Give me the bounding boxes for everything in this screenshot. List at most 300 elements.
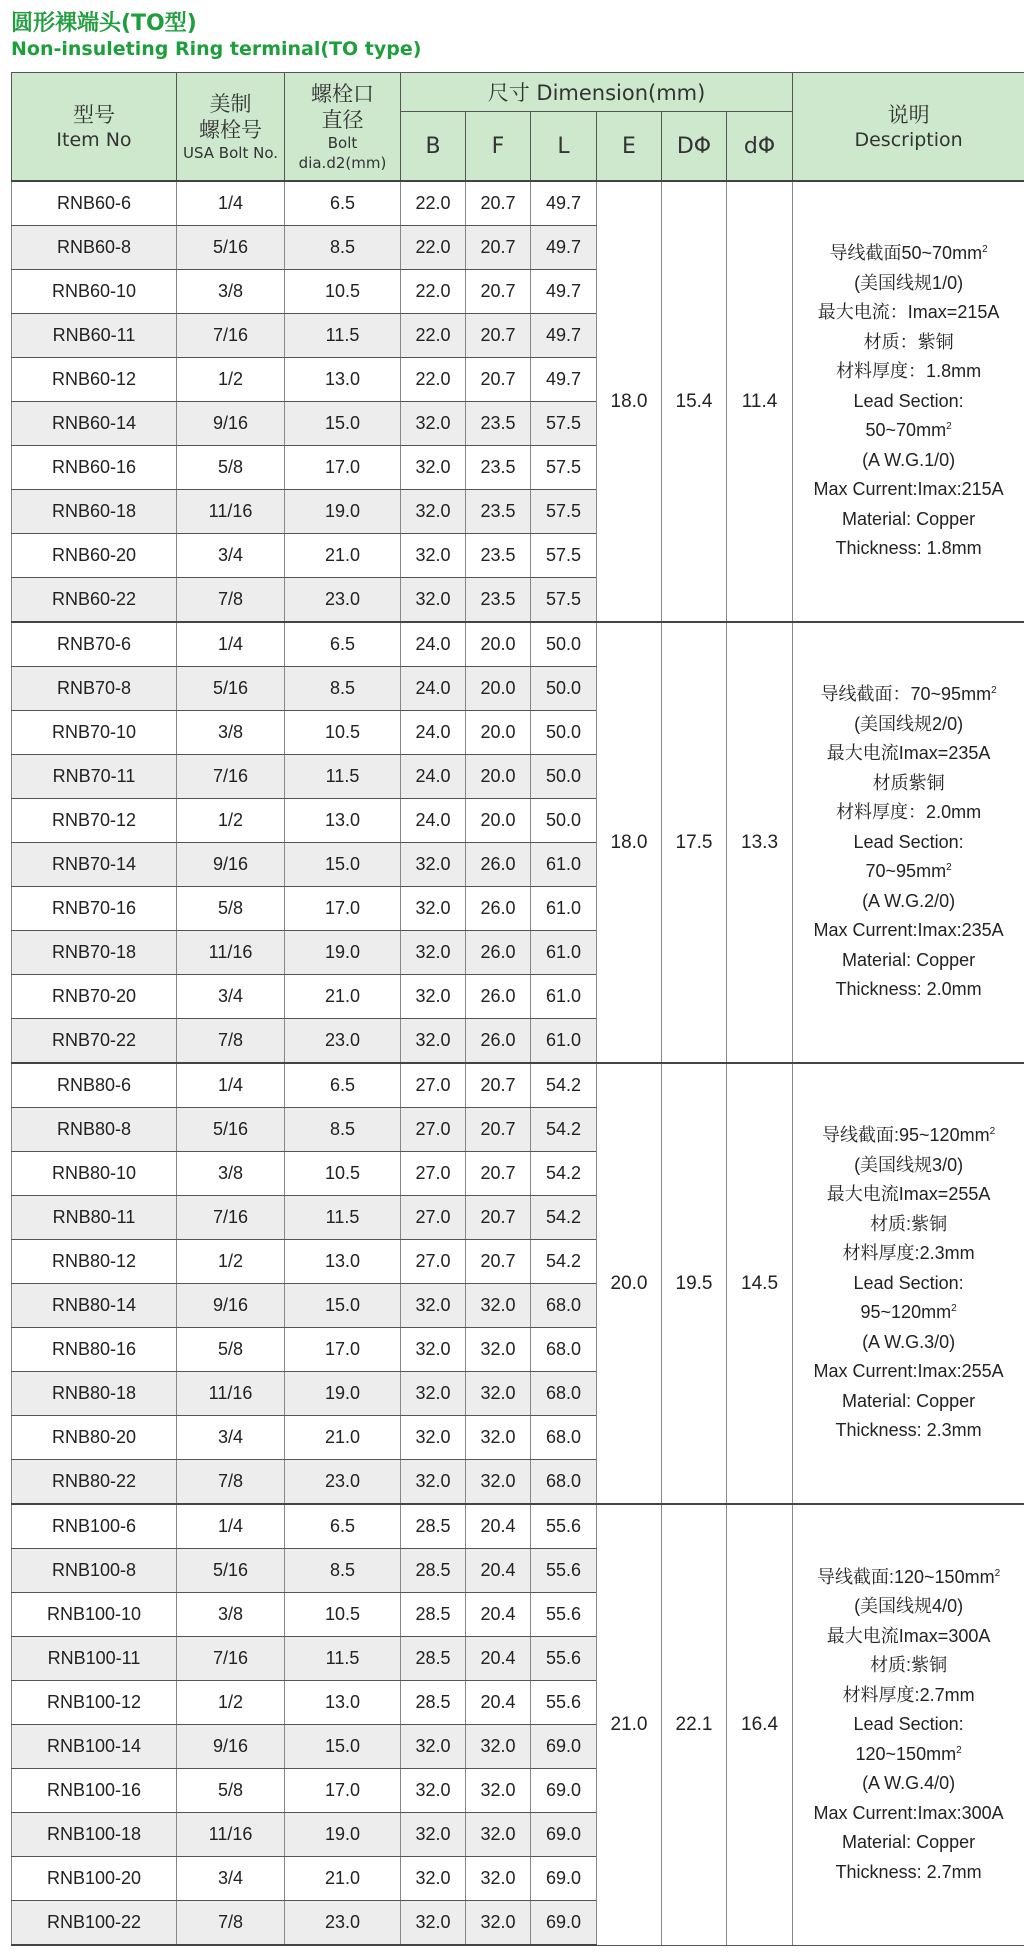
item-no-cell: RNB80-20	[12, 1416, 177, 1460]
header-bolt-cn2: 螺栓号	[199, 117, 262, 142]
header-item-cn: 型号	[73, 102, 115, 127]
description-text: Material: Copper	[842, 1390, 976, 1411]
dim-inner-dia-cell: 14.5	[727, 1063, 793, 1504]
dim-b-cell: 22.0	[401, 358, 466, 402]
bolt-dia-cell: 8.5	[285, 226, 401, 270]
item-no-cell: RNB60-11	[12, 314, 177, 358]
dim-l-cell: 54.2	[531, 1196, 597, 1240]
usa-bolt-cell: 9/16	[177, 402, 285, 446]
description-text: Max Current:Imax:215A	[813, 479, 1004, 500]
usa-bolt-cell: 3/4	[177, 534, 285, 578]
dim-inner-dia-cell: 11.4	[727, 181, 793, 622]
dim-f-cell: 20.4	[466, 1637, 531, 1681]
bolt-dia-cell: 6.5	[285, 1063, 401, 1108]
bolt-dia-cell: 11.5	[285, 1637, 401, 1681]
dim-f-cell: 20.7	[466, 1152, 531, 1196]
usa-bolt-cell: 11/16	[177, 1372, 285, 1416]
superscript-two: 2	[991, 685, 997, 697]
description-text: 最大电流：Imax=215A	[817, 302, 1000, 323]
dim-b-cell: 32.0	[401, 1460, 466, 1505]
usa-bolt-cell: 9/16	[177, 843, 285, 887]
bolt-dia-cell: 6.5	[285, 622, 401, 667]
dim-b-cell: 28.5	[401, 1504, 466, 1549]
dim-l-cell: 68.0	[531, 1372, 597, 1416]
description-text: Thickness: 2.7mm	[835, 1861, 982, 1882]
dim-l-cell: 57.5	[531, 402, 597, 446]
dim-f-cell: 20.7	[466, 1196, 531, 1240]
header-bolt-cn1: 美制	[209, 91, 252, 116]
item-no-cell: RNB70-18	[12, 931, 177, 975]
dim-f-cell: 20.0	[466, 667, 531, 711]
dim-l-cell: 54.2	[531, 1108, 597, 1152]
header-dimension: 尺寸 Dimension(mm)	[401, 73, 793, 112]
usa-bolt-cell: 1/4	[177, 622, 285, 667]
description-text: Thickness: 2.0mm	[835, 979, 982, 1000]
header-usa-bolt	[177, 73, 285, 182]
header-col-inner-dia: dΦ	[727, 112, 793, 182]
dim-f-cell: 20.4	[466, 1504, 531, 1549]
item-no-cell: RNB80-18	[12, 1372, 177, 1416]
dim-f-cell: 32.0	[466, 1857, 531, 1901]
item-no-cell: RNB60-12	[12, 358, 177, 402]
item-no-cell: RNB70-16	[12, 887, 177, 931]
dim-l-cell: 69.0	[531, 1901, 597, 1946]
usa-bolt-cell: 7/8	[177, 1460, 285, 1505]
dim-l-cell: 69.0	[531, 1813, 597, 1857]
dim-b-cell: 27.0	[401, 1063, 466, 1108]
description-text: 材质紫铜	[872, 772, 945, 793]
description-cell	[793, 1063, 1024, 1504]
description-line	[793, 416, 1024, 446]
dim-l-cell: 49.7	[531, 181, 597, 226]
dim-l-cell: 57.5	[531, 490, 597, 534]
superscript-two: 2	[989, 1126, 996, 1138]
bolt-dia-cell: 17.0	[285, 887, 401, 931]
description-text: 50~70mm	[865, 420, 947, 441]
header-dia-cn1: 螺栓口	[311, 81, 374, 106]
description-text: Material: Copper	[842, 949, 976, 970]
usa-bolt-cell: 5/8	[177, 446, 285, 490]
item-no-cell: RNB100-12	[12, 1681, 177, 1725]
usa-bolt-cell: 5/16	[177, 226, 285, 270]
bolt-dia-cell: 17.0	[285, 446, 401, 490]
header-bolt-en: USA Bolt No.	[183, 143, 278, 162]
description-line	[793, 1710, 1024, 1740]
description-line	[793, 1592, 1024, 1622]
dim-l-cell: 50.0	[531, 667, 597, 711]
description-text: (美国线规2/0)	[854, 713, 964, 734]
description-text: 70~95mm	[865, 861, 947, 882]
dim-b-cell: 24.0	[401, 799, 466, 843]
dim-f-cell: 32.0	[466, 1284, 531, 1328]
item-no-cell: RNB70-22	[12, 1019, 177, 1064]
dim-outer-dia-cell: 17.5	[662, 622, 727, 1063]
description-text: 材料厚度：1.8mm	[836, 361, 982, 382]
item-no-cell: RNB100-6	[12, 1504, 177, 1549]
dim-outer-dia-cell: 15.4	[662, 181, 727, 622]
bolt-dia-cell: 15.0	[285, 402, 401, 446]
bolt-dia-cell: 13.0	[285, 799, 401, 843]
usa-bolt-cell: 1/2	[177, 1240, 285, 1284]
description-line	[793, 1357, 1024, 1387]
description-line	[793, 798, 1024, 828]
dim-f-cell: 20.7	[466, 270, 531, 314]
dim-l-cell: 68.0	[531, 1460, 597, 1505]
dim-f-cell: 20.7	[466, 1063, 531, 1108]
bolt-dia-cell: 23.0	[285, 1460, 401, 1505]
dim-f-cell: 23.5	[466, 402, 531, 446]
description-text: 导线截面50~70mm	[829, 243, 983, 264]
description-text: 导线截面：70~95mm	[820, 684, 992, 705]
usa-bolt-cell: 1/2	[177, 1681, 285, 1725]
description-text: 95~120mm	[860, 1302, 952, 1323]
dim-b-cell: 22.0	[401, 226, 466, 270]
bolt-dia-cell: 17.0	[285, 1328, 401, 1372]
item-no-cell: RNB60-6	[12, 181, 177, 226]
bolt-dia-cell: 21.0	[285, 1416, 401, 1460]
bolt-dia-cell: 15.0	[285, 1284, 401, 1328]
description-line	[793, 1769, 1024, 1799]
bolt-dia-cell: 19.0	[285, 1372, 401, 1416]
usa-bolt-cell: 1/2	[177, 799, 285, 843]
dim-l-cell: 68.0	[531, 1284, 597, 1328]
description-line	[793, 1387, 1024, 1417]
dim-e-cell: 21.0	[597, 1504, 662, 1945]
description-text: Material: Copper	[842, 508, 976, 529]
dim-b-cell: 24.0	[401, 755, 466, 799]
description-text: (A W.G.2/0)	[862, 890, 956, 911]
bolt-dia-cell: 23.0	[285, 1019, 401, 1064]
bolt-dia-cell: 8.5	[285, 1549, 401, 1593]
description-line	[793, 1210, 1024, 1240]
bolt-dia-cell: 11.5	[285, 314, 401, 358]
dim-f-cell: 26.0	[466, 843, 531, 887]
description-line	[793, 916, 1024, 946]
item-no-cell: RNB80-16	[12, 1328, 177, 1372]
dim-f-cell: 20.4	[466, 1681, 531, 1725]
dim-f-cell: 20.7	[466, 1108, 531, 1152]
usa-bolt-cell: 1/4	[177, 1504, 285, 1549]
item-no-cell: RNB60-10	[12, 270, 177, 314]
usa-bolt-cell: 1/4	[177, 181, 285, 226]
description-text: (美国线规4/0)	[854, 1596, 964, 1616]
description-text: 材料厚度:2.3mm	[842, 1243, 975, 1264]
header-dia-cn2: 直径	[321, 107, 364, 132]
usa-bolt-cell: 9/16	[177, 1284, 285, 1328]
header-description	[793, 73, 1024, 182]
dim-f-cell: 20.7	[466, 181, 531, 226]
description-text: Lead Section:	[853, 1272, 964, 1293]
description-line	[793, 710, 1024, 740]
dim-f-cell: 20.7	[466, 314, 531, 358]
dim-l-cell: 50.0	[531, 755, 597, 799]
dim-b-cell: 32.0	[401, 1019, 466, 1064]
dim-b-cell: 32.0	[401, 1416, 466, 1460]
header-desc-cn: 说明	[887, 102, 930, 127]
description-line	[793, 887, 1024, 917]
dim-b-cell: 32.0	[401, 1328, 466, 1372]
item-no-cell: RNB60-18	[12, 490, 177, 534]
item-no-cell: RNB60-14	[12, 402, 177, 446]
item-no-cell: RNB100-16	[12, 1769, 177, 1813]
dim-l-cell: 68.0	[531, 1416, 597, 1460]
description-cell	[793, 622, 1024, 1063]
terminal-group	[12, 1063, 1024, 1504]
item-no-cell: RNB100-11	[12, 1637, 177, 1681]
usa-bolt-cell: 5/8	[177, 1769, 285, 1813]
dim-b-cell: 32.0	[401, 887, 466, 931]
description-line	[793, 1828, 1024, 1858]
description-text: 材质：紫铜	[863, 331, 954, 352]
dim-b-cell: 32.0	[401, 1284, 466, 1328]
page-title-en: Non-insuleting Ring terminal(TO type)	[11, 38, 422, 60]
bolt-dia-cell: 19.0	[285, 931, 401, 975]
dim-f-cell: 32.0	[466, 1901, 531, 1946]
dim-l-cell: 57.5	[531, 446, 597, 490]
header-col-l: L	[531, 112, 597, 182]
table-header	[12, 73, 1024, 182]
dim-l-cell: 61.0	[531, 975, 597, 1019]
dim-f-cell: 32.0	[466, 1813, 531, 1857]
dim-outer-dia-cell: 19.5	[662, 1063, 727, 1504]
bolt-dia-cell: 21.0	[285, 975, 401, 1019]
description-line	[793, 1269, 1024, 1299]
dim-f-cell: 32.0	[466, 1769, 531, 1813]
item-no-cell: RNB80-11	[12, 1196, 177, 1240]
bolt-dia-cell: 11.5	[285, 1196, 401, 1240]
header-col-f: F	[466, 112, 531, 182]
dim-f-cell: 20.7	[466, 226, 531, 270]
usa-bolt-cell: 3/4	[177, 1416, 285, 1460]
dim-b-cell: 22.0	[401, 270, 466, 314]
dim-l-cell: 49.7	[531, 314, 597, 358]
description-text: 最大电流Imax=300A	[826, 1625, 991, 1646]
dim-l-cell: 57.5	[531, 534, 597, 578]
header-item-no	[12, 73, 177, 182]
description-text: (A W.G.4/0)	[862, 1773, 956, 1793]
item-no-cell: RNB60-20	[12, 534, 177, 578]
description-line	[793, 1651, 1024, 1681]
description-text: Max Current:Imax:235A	[813, 920, 1004, 941]
dim-l-cell: 55.6	[531, 1593, 597, 1637]
dim-l-cell: 69.0	[531, 1725, 597, 1769]
dim-b-cell: 32.0	[401, 402, 466, 446]
dim-b-cell: 27.0	[401, 1196, 466, 1240]
dim-b-cell: 28.5	[401, 1593, 466, 1637]
usa-bolt-cell: 3/4	[177, 1857, 285, 1901]
usa-bolt-cell: 7/16	[177, 314, 285, 358]
dim-b-cell: 32.0	[401, 1769, 466, 1813]
description-text: 120~150mm	[855, 1743, 957, 1764]
usa-bolt-cell: 1/4	[177, 1063, 285, 1108]
dim-f-cell: 20.0	[466, 799, 531, 843]
superscript-two: 2	[994, 1567, 1001, 1579]
description-line	[793, 298, 1024, 328]
description-text: (美国线规3/0)	[854, 1154, 964, 1175]
header-desc-en: Description	[854, 128, 963, 151]
spec-table	[11, 72, 1024, 1946]
item-no-cell: RNB60-16	[12, 446, 177, 490]
dim-f-cell: 20.7	[466, 1240, 531, 1284]
dim-b-cell: 32.0	[401, 1372, 466, 1416]
superscript-two: 2	[982, 244, 988, 256]
item-no-cell: RNB80-8	[12, 1108, 177, 1152]
dim-l-cell: 49.7	[531, 358, 597, 402]
description-line	[793, 1180, 1024, 1210]
item-no-cell: RNB80-12	[12, 1240, 177, 1284]
dim-l-cell: 49.7	[531, 226, 597, 270]
dim-l-cell: 54.2	[531, 1063, 597, 1108]
dim-b-cell: 28.5	[401, 1549, 466, 1593]
description-line	[793, 1416, 1024, 1446]
item-no-cell: RNB100-20	[12, 1857, 177, 1901]
bolt-dia-cell: 23.0	[285, 578, 401, 623]
dim-b-cell: 24.0	[401, 711, 466, 755]
dim-b-cell: 32.0	[401, 446, 466, 490]
bolt-dia-cell: 10.5	[285, 270, 401, 314]
dim-l-cell: 54.2	[531, 1240, 597, 1284]
usa-bolt-cell: 9/16	[177, 1725, 285, 1769]
item-no-cell: RNB70-12	[12, 799, 177, 843]
description-line	[793, 1681, 1024, 1711]
description-line	[793, 1740, 1024, 1770]
description-text: 材料厚度：2.0mm	[836, 802, 982, 823]
dim-f-cell: 26.0	[466, 931, 531, 975]
description-text: Max Current:Imax:300A	[813, 1802, 1004, 1823]
dim-f-cell: 20.0	[466, 622, 531, 667]
usa-bolt-cell: 5/8	[177, 1328, 285, 1372]
item-no-cell: RNB100-14	[12, 1725, 177, 1769]
dim-l-cell: 50.0	[531, 622, 597, 667]
dim-b-cell: 28.5	[401, 1637, 466, 1681]
bolt-dia-cell: 10.5	[285, 711, 401, 755]
description-line	[793, 387, 1024, 417]
dim-f-cell: 26.0	[466, 887, 531, 931]
dim-l-cell: 61.0	[531, 931, 597, 975]
dim-f-cell: 20.0	[466, 711, 531, 755]
dim-b-cell: 32.0	[401, 1725, 466, 1769]
description-text: 最大电流Imax=255A	[826, 1184, 991, 1205]
usa-bolt-cell: 11/16	[177, 1813, 285, 1857]
description-line	[793, 946, 1024, 976]
dim-b-cell: 24.0	[401, 667, 466, 711]
terminal-group	[12, 1504, 1024, 1945]
description-text: 材质:紫铜	[870, 1213, 948, 1234]
dim-f-cell: 23.5	[466, 534, 531, 578]
dim-b-cell: 24.0	[401, 622, 466, 667]
dim-l-cell: 69.0	[531, 1769, 597, 1813]
description-line	[793, 357, 1024, 387]
dim-outer-dia-cell: 22.1	[662, 1504, 727, 1945]
dim-inner-dia-cell: 13.3	[727, 622, 793, 1063]
dim-l-cell: 69.0	[531, 1857, 597, 1901]
bolt-dia-cell: 13.0	[285, 1240, 401, 1284]
bolt-dia-cell: 15.0	[285, 843, 401, 887]
dim-l-cell: 49.7	[531, 270, 597, 314]
terminal-group	[12, 622, 1024, 1063]
description-text: 导线截面:120~150mm	[817, 1566, 995, 1587]
bolt-dia-cell: 8.5	[285, 1108, 401, 1152]
dim-b-cell: 32.0	[401, 1901, 466, 1946]
dim-l-cell: 57.5	[531, 578, 597, 623]
dim-l-cell: 54.2	[531, 1152, 597, 1196]
dim-b-cell: 22.0	[401, 314, 466, 358]
description-line	[793, 1799, 1024, 1829]
bolt-dia-cell: 10.5	[285, 1152, 401, 1196]
description-line	[793, 1239, 1024, 1269]
description-text: Thickness: 1.8mm	[835, 538, 982, 559]
description-line	[793, 1328, 1024, 1358]
description-line	[793, 505, 1024, 535]
dim-inner-dia-cell: 16.4	[727, 1504, 793, 1945]
description-line	[793, 828, 1024, 858]
header-col-e: E	[597, 112, 662, 182]
bolt-dia-cell: 17.0	[285, 1769, 401, 1813]
dim-f-cell: 20.0	[466, 755, 531, 799]
item-no-cell: RNB60-8	[12, 226, 177, 270]
usa-bolt-cell: 7/8	[177, 1901, 285, 1946]
table-row	[12, 1504, 1024, 1549]
item-no-cell: RNB80-14	[12, 1284, 177, 1328]
usa-bolt-cell: 3/4	[177, 975, 285, 1019]
usa-bolt-cell: 11/16	[177, 490, 285, 534]
superscript-two: 2	[951, 1303, 957, 1315]
table-row	[12, 622, 1024, 667]
item-no-cell: RNB70-10	[12, 711, 177, 755]
item-no-cell: RNB60-22	[12, 578, 177, 623]
description-text: Material: Copper	[842, 1832, 976, 1852]
dim-b-cell: 32.0	[401, 534, 466, 578]
usa-bolt-cell: 7/16	[177, 755, 285, 799]
item-no-cell: RNB100-10	[12, 1593, 177, 1637]
dim-f-cell: 26.0	[466, 1019, 531, 1064]
item-no-cell: RNB100-22	[12, 1901, 177, 1946]
description-line	[793, 1298, 1024, 1328]
header-col-b: B	[401, 112, 466, 182]
usa-bolt-cell: 11/16	[177, 931, 285, 975]
item-no-cell: RNB80-22	[12, 1460, 177, 1505]
dim-e-cell: 20.0	[597, 1063, 662, 1504]
dim-e-cell: 18.0	[597, 181, 662, 622]
header-bolt-dia	[285, 73, 401, 182]
dim-f-cell: 32.0	[466, 1328, 531, 1372]
bolt-dia-cell: 15.0	[285, 1725, 401, 1769]
bolt-dia-cell: 8.5	[285, 667, 401, 711]
usa-bolt-cell: 7/16	[177, 1637, 285, 1681]
dim-f-cell: 32.0	[466, 1416, 531, 1460]
description-line	[793, 1121, 1024, 1151]
description-line	[793, 1622, 1024, 1652]
bolt-dia-cell: 11.5	[285, 755, 401, 799]
usa-bolt-cell: 5/16	[177, 1549, 285, 1593]
dim-l-cell: 55.6	[531, 1549, 597, 1593]
description-line	[793, 446, 1024, 476]
dim-f-cell: 32.0	[466, 1460, 531, 1505]
item-no-cell: RNB70-11	[12, 755, 177, 799]
terminal-group	[12, 181, 1024, 622]
dim-b-cell: 32.0	[401, 490, 466, 534]
usa-bolt-cell: 5/16	[177, 1108, 285, 1152]
description-text: Max Current:Imax:255A	[813, 1361, 1004, 1382]
description-text: 最大电流Imax=235A	[826, 743, 991, 764]
bolt-dia-cell: 23.0	[285, 1901, 401, 1946]
description-text: (A W.G.1/0)	[862, 449, 956, 470]
header-dia-en: Bolt dia.d2(mm)	[298, 133, 387, 172]
description-text: Lead Section:	[853, 831, 964, 852]
bolt-dia-cell: 13.0	[285, 358, 401, 402]
description-line	[793, 269, 1024, 299]
header-col-outer-dia: DΦ	[662, 112, 727, 182]
